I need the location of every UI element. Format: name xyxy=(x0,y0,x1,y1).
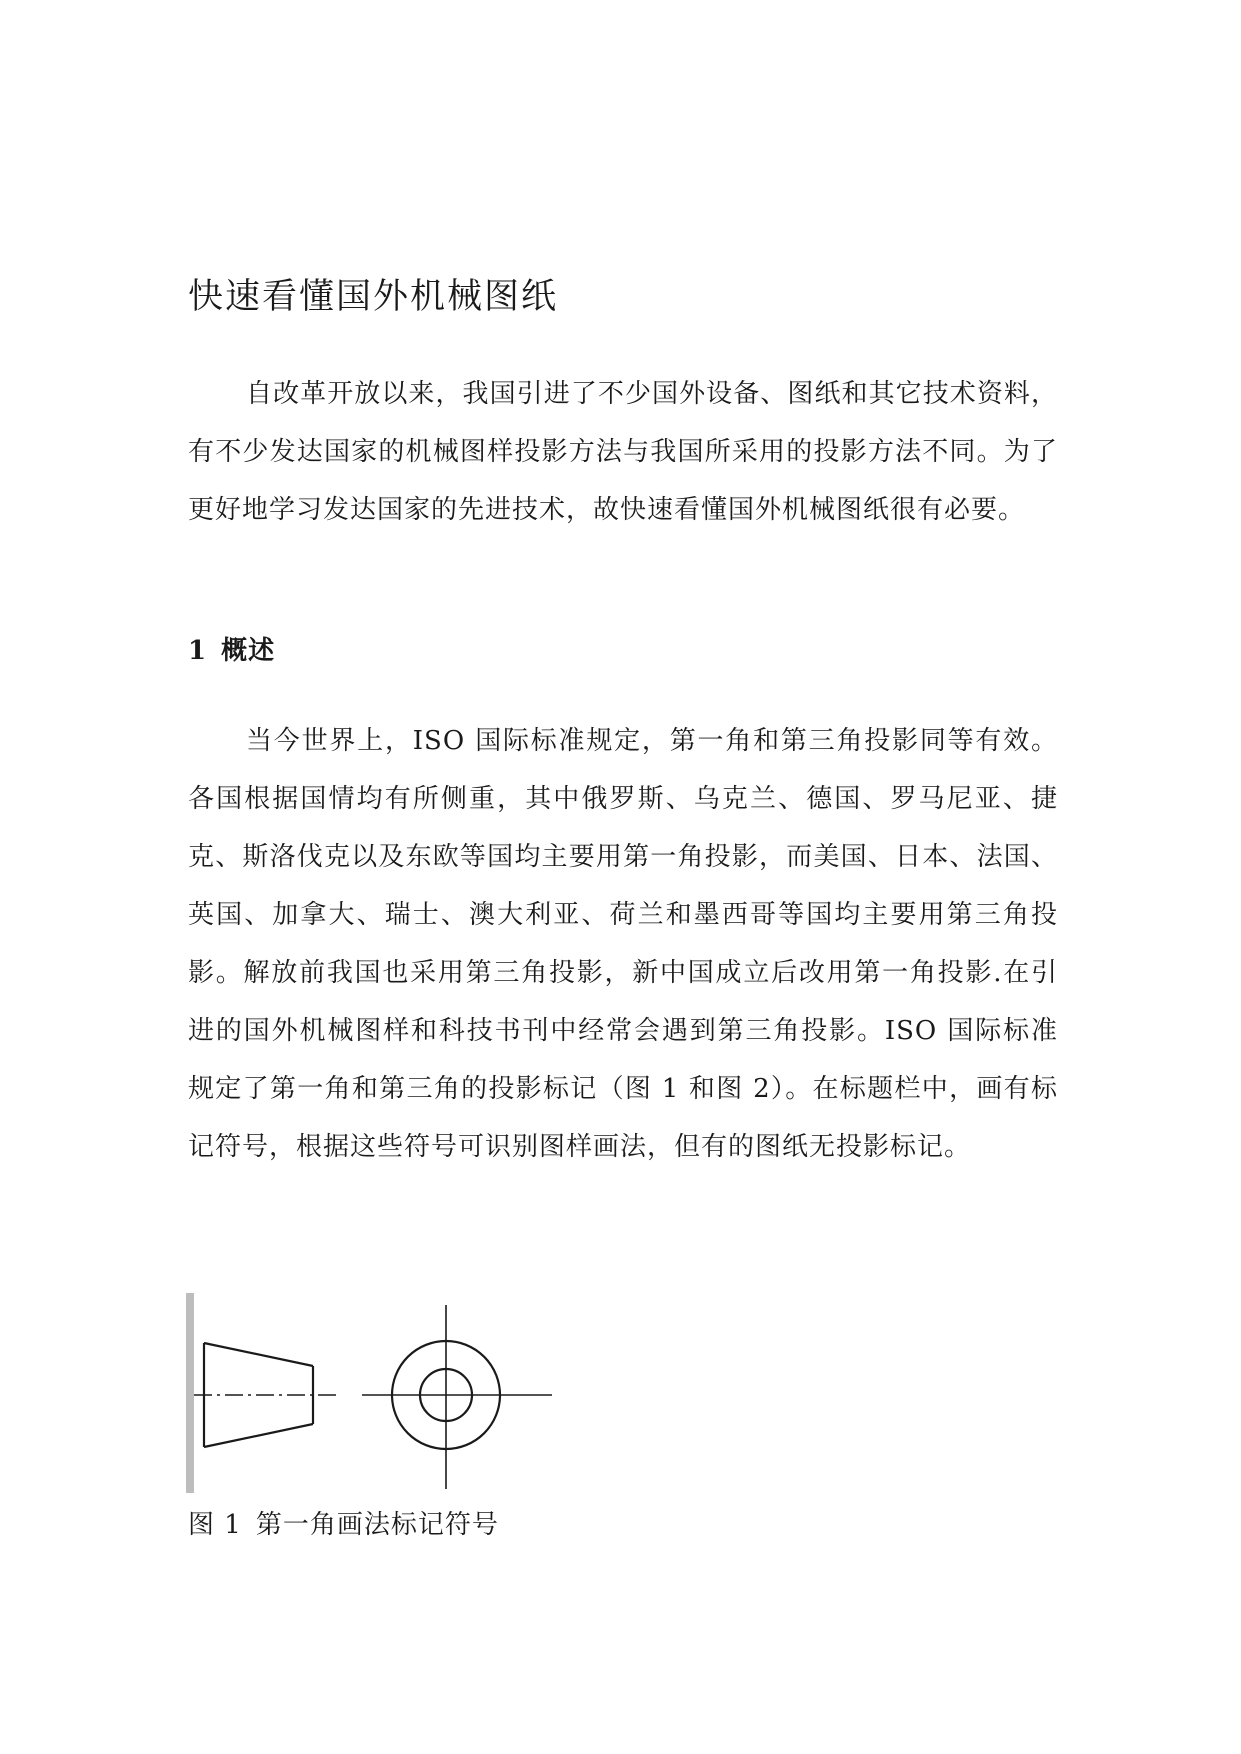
scan-edge xyxy=(186,1293,194,1493)
figure-caption xyxy=(188,1510,499,1541)
section-title: 概述 xyxy=(221,636,276,666)
circle-end-view xyxy=(362,1305,552,1489)
figure-number: 图 1 xyxy=(188,1510,242,1540)
section-heading xyxy=(188,636,275,667)
intro-paragraph: 自改革开放以来，我国引进了不少国外设备、图纸和其它技术资料，有不少发达国家的机械图样投影方法与我国所采用的投影方法不同。为了更好地学习发达国家的先进技术，故快速看懂国外机械图纸很有必要。 xyxy=(188,379,1058,525)
overview-paragraph: 当今世界上，ISO 国际标准规定，第一角和第三角投影同等有效。各国根据国情均有所侧重，其中俄罗斯、乌克兰、德国、罗马尼亚、捷克、斯洛伐克以及东欧等国均主要用第一角投影，而美国、日本、法国、英国、加拿大、瑞士、澳大利亚、荷兰和墨西哥等国均主要用第三角投影。解放前我国也采用第三角投影，新中国成立后改用第一角投影.在引进的国外机械图样和科技书刊中经常会遇到第三角投影。ISO 国际标准规定了第一角和第三角的投影标记（图 1 和图 2）。在标题栏中，画有标记符号，根据这些符号可识别图样画法，但有的图纸无投影标记。 xyxy=(188,726,1058,1162)
figure-caption-text: 第一角画法标记符号 xyxy=(255,1510,499,1540)
first-angle-symbol-drawing xyxy=(186,1293,566,1493)
page-title: 快速看懂国外机械图纸 xyxy=(188,277,559,317)
first-angle-symbol-figure xyxy=(186,1293,566,1493)
section-number: 1 xyxy=(188,636,208,666)
